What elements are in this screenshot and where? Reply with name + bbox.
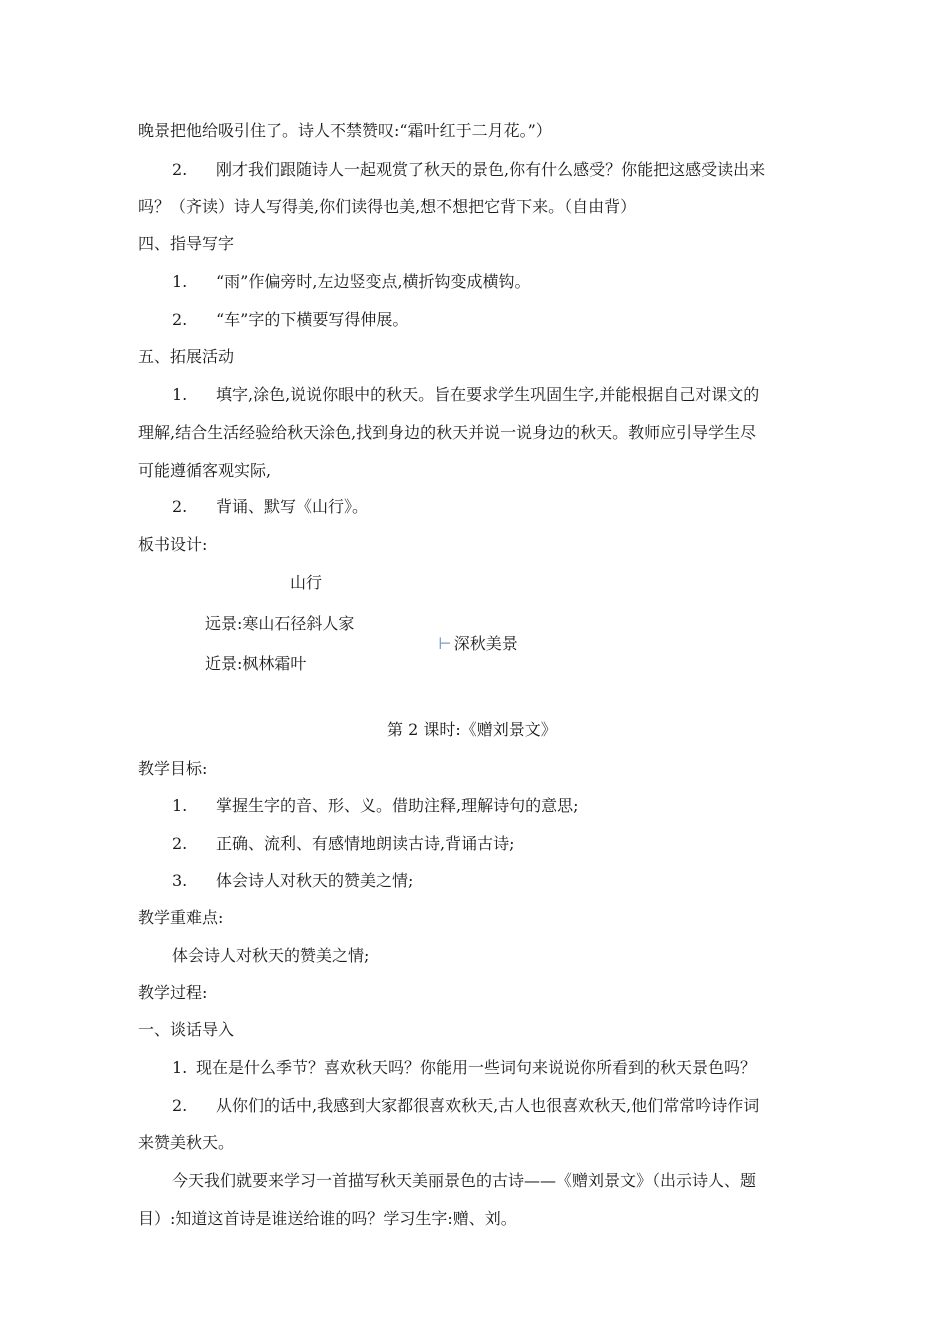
- paragraph-line: 来赞美秋天。: [138, 1133, 235, 1152]
- process-label: 教学过程:: [138, 983, 208, 1002]
- paragraph-line: 刚才我们跟随诗人一起观赏了秋天的景色,你有什么感受？你能把这感受读出来: [216, 160, 766, 179]
- list-number: 2.: [172, 310, 188, 329]
- list-item: 掌握生字的音、形、义。借助注释,理解诗句的意思;: [216, 796, 579, 815]
- section-heading: 四、指导写字: [138, 234, 235, 253]
- paragraph-line: 吗？（齐读）诗人写得美,你们读得也美,想不想把它背下来。（自由背）: [138, 197, 637, 216]
- key-points-label: 教学重难点:: [138, 908, 224, 927]
- list-number: 1.: [172, 272, 188, 291]
- list-number: 2.: [172, 160, 188, 179]
- list-item: 背诵、默写《山行》。: [216, 497, 369, 516]
- board-summary-text: 深秋美景: [453, 634, 518, 653]
- board-design-label: 板书设计:: [138, 535, 208, 554]
- paragraph-line: 理解,结合生活经验给秋天涂色,找到身边的秋天并说一说身边的秋天。教师应引导学生尽: [138, 423, 757, 442]
- lesson-title: 第 2 课时:《赠刘景文》: [387, 720, 557, 739]
- list-item: “雨”作偏旁时,左边竖变点,横折钩变成横钩。: [216, 272, 531, 291]
- board-title: 山行: [290, 573, 323, 592]
- paragraph-line: 目）:知道这首诗是谁送给谁的吗？学习生字:赠、刘。: [138, 1209, 517, 1228]
- list-number: 1.: [172, 385, 188, 404]
- list-item: 正确、流利、有感情地朗读古诗,背诵古诗;: [216, 834, 515, 853]
- list-item: “车”字的下横要写得伸展。: [216, 310, 409, 329]
- paragraph-line: 晚景把他给吸引住了。诗人不禁赞叹:“霜叶红于二月花。”）: [138, 121, 552, 140]
- list-number: 2.: [172, 497, 188, 516]
- board-far-view: 远景:寒山石径斜人家: [205, 614, 355, 633]
- list-item: 体会诗人对秋天的赞美之情;: [216, 871, 414, 890]
- bracket-icon: ⊢: [438, 634, 452, 653]
- paragraph-line: 从你们的话中,我感到大家都很喜欢秋天,古人也很喜欢秋天,他们常常吟诗作词: [216, 1096, 760, 1115]
- paragraph-line: 可能遵循客观实际,: [138, 461, 272, 480]
- list-number: 2.: [172, 834, 188, 853]
- section-heading: 一、谈话导入: [138, 1020, 235, 1039]
- key-points: 体会诗人对秋天的赞美之情;: [172, 946, 370, 965]
- list-number: 2.: [172, 1096, 188, 1115]
- board-near-view: 近景:枫林霜叶: [205, 654, 307, 673]
- list-item: 现在是什么季节？喜欢秋天吗？你能用一些词句来说说你所看到的秋天景色吗？: [196, 1058, 757, 1077]
- goals-label: 教学目标:: [138, 759, 208, 778]
- list-number: 1.: [172, 1058, 188, 1077]
- list-number: 3.: [172, 871, 188, 890]
- paragraph-line: 今天我们就要来学习一首描写秋天美丽景色的古诗——《赠刘景文》（出示诗人、题: [172, 1171, 757, 1190]
- section-heading: 五、拓展活动: [138, 347, 235, 366]
- paragraph-line: 填字,涂色,说说你眼中的秋天。旨在要求学生巩固生字,并能根据自己对课文的: [216, 385, 760, 404]
- list-number: 1.: [172, 796, 188, 815]
- board-summary: [438, 634, 518, 654]
